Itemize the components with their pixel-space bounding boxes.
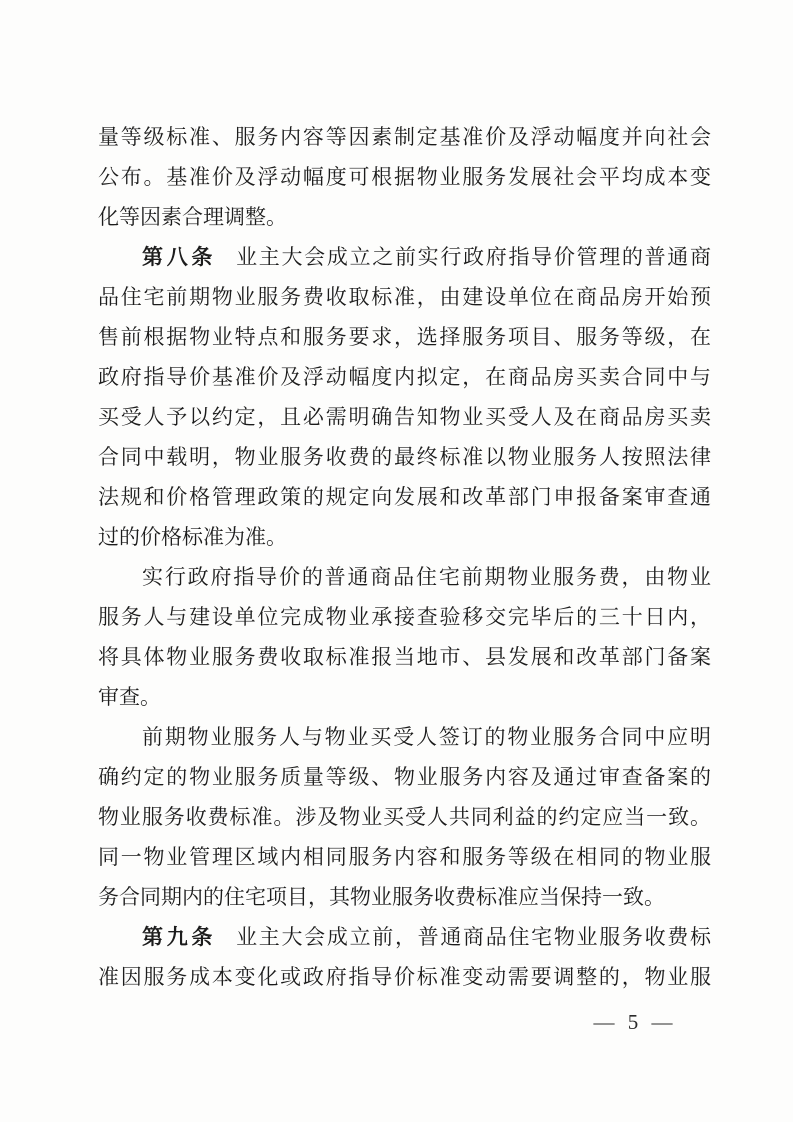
- paragraph-article-8: [98, 237, 711, 557]
- text-line: 化等因素合理调整。: [98, 205, 287, 229]
- text-line: 售前根据物业特点和服务要求，选择服务项目、服务等级，在: [98, 325, 711, 349]
- text-span: 业主大会成立前，普通商品住宅物业服务收费标: [236, 925, 711, 949]
- paragraph: [98, 717, 711, 917]
- text-line: 合同中载明，物业服务收费的最终标准以物业服务人按照法律: [98, 445, 711, 469]
- text-line: 务合同期内的住宅项目，其物业服务收费标准应当保持一致。: [98, 885, 665, 909]
- text-line: 政府指导价基准价及浮动幅度内拟定，在商品房买卖合同中与: [98, 365, 711, 389]
- text-line: 品住宅前期物业服务费收取标准，由建设单位在商品房开始预: [98, 285, 711, 309]
- article-number-label: 第九条: [142, 926, 217, 949]
- text-line: 前期物业服务人与物业买受人签订的物业服务合同中应明: [142, 725, 711, 749]
- text-line: [98, 237, 711, 277]
- paragraph: [98, 557, 711, 717]
- paragraph-article-9: [98, 917, 711, 997]
- text-line: 实行政府指导价的普通商品住宅前期物业服务费，由物业: [142, 565, 711, 589]
- paragraph: [98, 117, 711, 237]
- text-line: 审查。: [98, 685, 161, 709]
- text-line: 物业服务收费标准。涉及物业买受人共同利益的约定应当一致。: [98, 805, 711, 829]
- text-line: 服务人与建设单位完成物业承接查验移交完毕后的三十日内，: [98, 605, 711, 629]
- text-line: 法规和价格管理政策的规定向发展和改革部门申报备案审查通: [98, 485, 711, 509]
- text-span: 业主大会成立之前实行政府指导价管理的普通商: [236, 245, 711, 269]
- text-line: 将具体物业服务费收取标准报当地市、县发展和改革部门备案: [98, 645, 711, 669]
- text-line: [98, 917, 711, 957]
- text-line: 同一物业管理区域内相同服务内容和服务等级在相同的物业服: [98, 845, 711, 869]
- text-line: 量等级标准、服务内容等因素制定基准价及浮动幅度并向社会: [98, 125, 711, 149]
- article-number-label: 第八条: [142, 246, 217, 269]
- text-line: 确约定的物业服务质量等级、物业服务内容及通过审查备案的: [98, 765, 711, 789]
- page-number: — 5 —: [593, 1010, 677, 1034]
- text-line: 公布。基准价及浮动幅度可根据物业服务发展社会平均成本变: [98, 165, 711, 189]
- text-line: 准因服务成本变化或政府指导价标准变动需要调整的，物业服: [98, 965, 711, 989]
- text-line: 买受人予以约定，且必需明确告知物业买受人及在商品房买卖: [98, 405, 711, 429]
- text-line: 过的价格标准为准。: [98, 525, 287, 549]
- document-body: [98, 117, 711, 997]
